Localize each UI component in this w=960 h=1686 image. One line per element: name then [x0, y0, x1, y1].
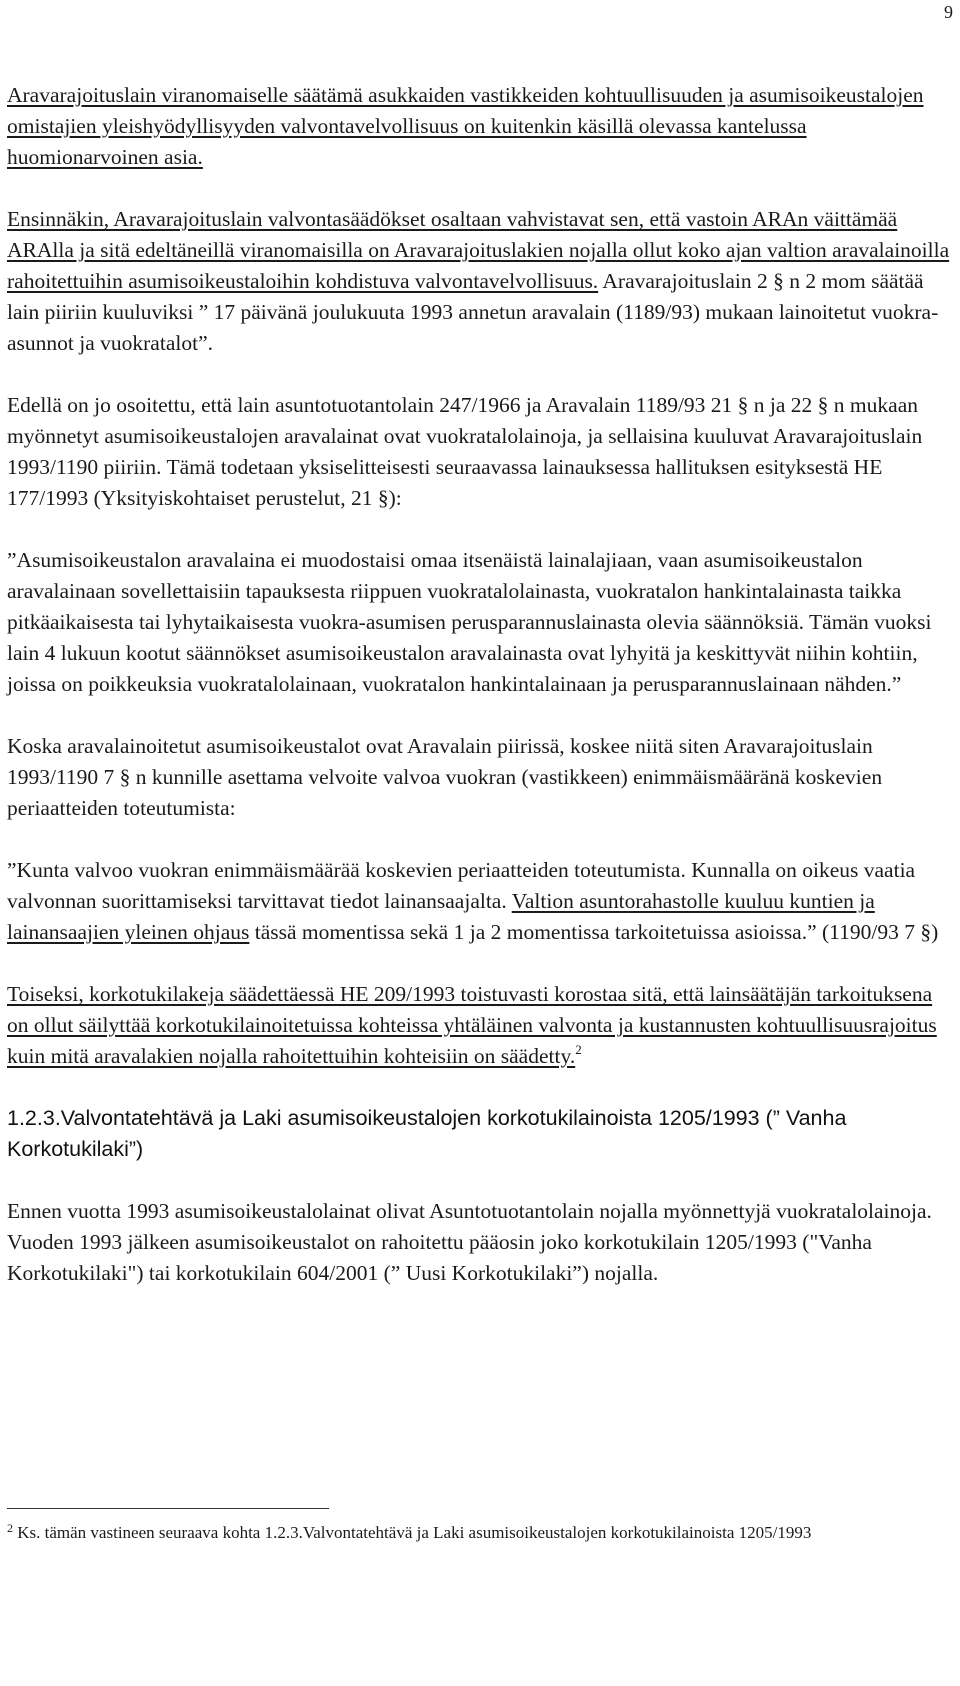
- quote-2-underlined: Valtion asuntorahastolle kuuluu kuntien ja lainansaajien yleinen ohjaus: [7, 889, 875, 944]
- paragraph-2-text: Aravarajoituslain 2 § n 2 mom säätää lain piiriin kuuluviksi ” 17 päivänä joulukuuta 1993 annetun aravalain (1189/93) mukaan lainoitetut vuokra-asunnot ja vuokratalot”.: [7, 269, 939, 355]
- paragraph-3: Edellä on jo osoitettu, että lain asuntotuotantolain 247/1966 ja Aravalain 1189/93 21 § n ja 22 § n mukaan myönnetyt asumisoikeustalojen aravalainat ovat vuokratalolainoja, ja sellaisina kuuluvat Aravarajoituslain 1993/1190 piiriin. Tämä todetaan yksiselitteisesti seuraavassa lainauksessa hallituksen esityksestä HE 177/1993 (Yksityiskohtaiset perustelut, 21 §):: [7, 393, 923, 510]
- footnote-number: 2: [7, 1521, 13, 1535]
- footnote-text: Ks. tämän vastineen seuraava kohta 1.2.3.Valvontatehtävä ja Laki asumisoikeustalojen korkotukilainoista 1205/1993: [13, 1523, 812, 1542]
- paragraph-1: Aravarajoituslain viranomaiselle säätämä asukkaiden vastikkeiden kohtuullisuuden ja asumisoikeustalojen omistajien yleishyödyllisyyden valvontavelvollisuus on kuitenkin käsillä olevassa kantelussa huomionarvoinen asia.: [7, 83, 924, 169]
- paragraph-2-underlined: Ensinnäkin, Aravarajoituslain valvontasäädökset osaltaan vahvistavat sen, että vastoin ARAn väittämää ARAlla ja sitä edeltäneillä viranomaisilla on Aravarajoituslakien nojalla ollut koko ajan valtion aravalainoilla rahoitettuihin asumisoikeustaloihin kohdistuva valvontavelvollisuus.: [7, 207, 950, 293]
- quote-2: [7, 855, 953, 948]
- document-body: [7, 80, 953, 1320]
- paragraph-7: [7, 979, 953, 1072]
- footnote-divider: [7, 1508, 329, 1509]
- quote-2-text-a: ”Kunta valvoo vuokran enimmäismäärää koskevien periaatteiden toteutumista. Kunnalla on oikeus vaatia valvonnan suorittamiseksi tarvittavat tiedot lainansaajalta.: [7, 858, 916, 913]
- section-heading: 1.2.3.Valvontatehtävä ja Laki asumisoikeustalojen korkotukilainoista 1205/1993 (” Vanha Korkotukilaki”): [7, 1106, 847, 1161]
- footnote-reference[interactable]: 2: [575, 1042, 582, 1057]
- paragraph-5: Koska aravalainoitetut asumisoikeustalot ovat Aravalain piirissä, koskee niitä siten Aravarajoituslain 1993/1190 7 § n kunnille asettama velvoite valvoa vuokran (vastikkeen) enimmäismääränä koskevien periaatteiden toteutumista:: [7, 734, 883, 820]
- footnote: [7, 1520, 953, 1546]
- paragraph-7-underlined: Toiseksi, korkotukilakeja säädettäessä HE 209/1993 toistuvasti korostaa sitä, että lainsäätäjän tarkoituksena on ollut säilyttää korkotukilainoitetuissa kohteissa yhtäläinen valvonta ja kustannusten kohtuullisuusrajoitus kuin mitä aravalakien nojalla rahoitettuihin kohteisiin on säädetty.: [7, 982, 937, 1068]
- quote-1: ”Asumisoikeustalon aravalaina ei muodostaisi omaa itsenäistä lainalajiaan, vaan asumisoikeustalon aravalainaan sovellettaisiin tapauksesta riippuen vuokratalolainasta, vuokratalon hankintalainasta taikka pitkäaikaisesta tai lyhytaikaisesta vuokra-asumisen perusparannuslainasta olevia säännöksiä. Tämän vuoksi lain 4 lukuun kootut säännökset asumisoikeustalon aravalainasta ovat lyhyitä ja keskittyvät niihin kohtiin, joissa on poikkeuksia vuokratalolainaan, vuokratalon hankintalainaan ja perusparannuslainaan nähden.”: [7, 548, 932, 696]
- quote-2-text-b: tässä momentissa sekä 1 ja 2 momentissa tarkoitetuissa asioissa.” (1190/93 7 §): [249, 920, 939, 944]
- paragraph-8: Ennen vuotta 1993 asumisoikeustalolainat olivat Asuntotuotantolain nojalla myönnettyjä vuokratalolainoja. Vuoden 1993 jälkeen asumisoikeustalot on rahoitettu pääosin joko korkotukilain 1205/1993 ("Vanha Korkotukilaki") tai korkotukilain 604/2001 (” Uusi Korkotukilaki”) nojalla.: [7, 1199, 932, 1285]
- paragraph-2: [7, 204, 953, 359]
- page-number: 9: [944, 2, 953, 22]
